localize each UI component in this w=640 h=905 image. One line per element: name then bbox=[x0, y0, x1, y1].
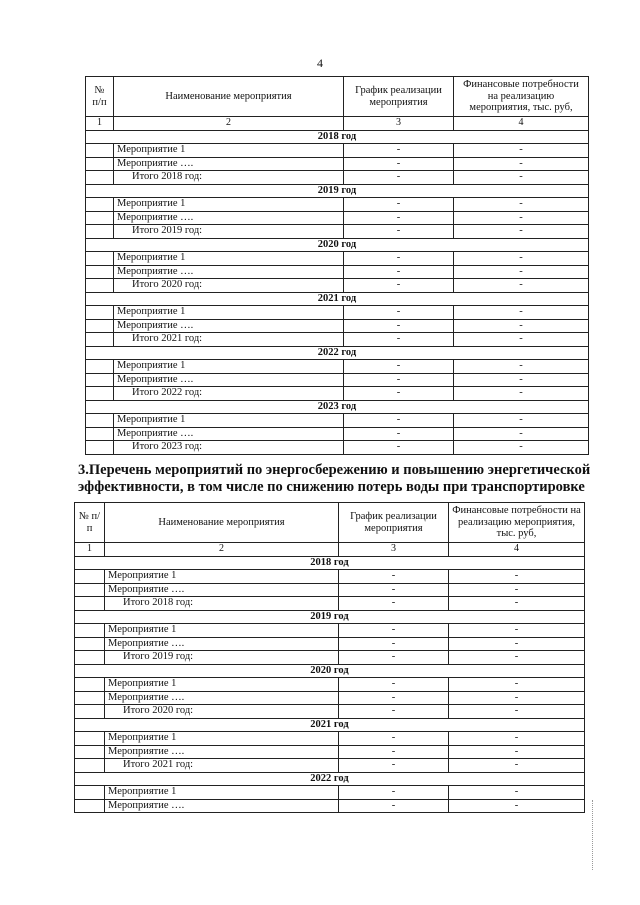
event-name: Мероприятие …. bbox=[114, 211, 344, 225]
row-number-cell bbox=[86, 144, 114, 158]
row-number-cell bbox=[75, 786, 105, 800]
table-row bbox=[86, 265, 589, 279]
section-title-line-1: 3.Перечень мероприятий по энергосбережению и повышению энергетической bbox=[78, 462, 591, 478]
schedule-value: - bbox=[339, 705, 449, 719]
finance-value: - bbox=[449, 786, 585, 800]
row-number-cell bbox=[75, 583, 105, 597]
event-name: Мероприятие 1 bbox=[105, 624, 339, 638]
year-label: 2023 год bbox=[86, 400, 589, 414]
finance-value: - bbox=[454, 414, 589, 428]
year-row bbox=[86, 346, 589, 360]
table-row bbox=[75, 745, 585, 759]
finance-value: - bbox=[449, 597, 585, 611]
column-number: 2 bbox=[105, 543, 339, 557]
row-number-cell bbox=[86, 387, 114, 401]
header-schedule: График реализации мероприятия bbox=[344, 77, 454, 117]
year-total-label: Итого 2020 год: bbox=[114, 279, 344, 293]
finance-value: - bbox=[454, 373, 589, 387]
event-name: Мероприятие …. bbox=[114, 373, 344, 387]
year-total-label: Итого 2018 год: bbox=[114, 171, 344, 185]
row-number-cell bbox=[86, 198, 114, 212]
year-label: 2019 год bbox=[86, 184, 589, 198]
table-row bbox=[75, 732, 585, 746]
finance-value: - bbox=[449, 705, 585, 719]
schedule-value: - bbox=[344, 225, 454, 239]
column-number: 4 bbox=[449, 543, 585, 557]
finance-value: - bbox=[454, 252, 589, 266]
row-number-cell bbox=[86, 360, 114, 374]
event-name: Мероприятие 1 bbox=[105, 732, 339, 746]
schedule-value: - bbox=[339, 691, 449, 705]
schedule-value: - bbox=[344, 198, 454, 212]
row-number-cell bbox=[75, 759, 105, 773]
table-row bbox=[75, 799, 585, 813]
table-row bbox=[75, 624, 585, 638]
table2-body bbox=[75, 503, 585, 813]
schedule-value: - bbox=[339, 570, 449, 584]
table-row bbox=[75, 597, 585, 611]
header-num: № п/п bbox=[75, 503, 105, 543]
year-label: 2021 год bbox=[86, 292, 589, 306]
year-total-label: Итого 2019 год: bbox=[105, 651, 339, 665]
schedule-value: - bbox=[344, 319, 454, 333]
year-total-label: Итого 2022 год: bbox=[114, 387, 344, 401]
event-name: Мероприятие …. bbox=[105, 745, 339, 759]
row-number-cell bbox=[75, 745, 105, 759]
row-number-cell bbox=[86, 441, 114, 455]
event-name: Мероприятие …. bbox=[105, 799, 339, 813]
row-number-cell bbox=[86, 306, 114, 320]
year-total-label: Итого 2021 год: bbox=[114, 333, 344, 347]
year-label: 2022 год bbox=[75, 772, 585, 786]
schedule-value: - bbox=[339, 799, 449, 813]
finance-value: - bbox=[454, 306, 589, 320]
table-row bbox=[86, 144, 589, 158]
events-table-1 bbox=[85, 76, 589, 455]
row-number-cell bbox=[75, 651, 105, 665]
row-number-cell bbox=[86, 279, 114, 293]
header-name: Наименование мероприятия bbox=[105, 503, 339, 543]
table1-body bbox=[86, 77, 589, 455]
table-row bbox=[86, 211, 589, 225]
finance-value: - bbox=[449, 651, 585, 665]
year-row bbox=[75, 772, 585, 786]
year-label: 2018 год bbox=[86, 130, 589, 144]
events-table-2 bbox=[74, 502, 585, 813]
event-name: Мероприятие 1 bbox=[105, 570, 339, 584]
year-row bbox=[75, 664, 585, 678]
year-row bbox=[86, 184, 589, 198]
header-finance: Финансовые потребности на реализацию мероприятия, тыс. руб, bbox=[454, 77, 589, 117]
schedule-value: - bbox=[344, 252, 454, 266]
finance-value: - bbox=[454, 333, 589, 347]
schedule-value: - bbox=[344, 373, 454, 387]
table-row bbox=[86, 198, 589, 212]
column-number: 1 bbox=[86, 117, 114, 131]
row-number-cell bbox=[86, 171, 114, 185]
schedule-value: - bbox=[339, 759, 449, 773]
schedule-value: - bbox=[339, 597, 449, 611]
schedule-value: - bbox=[344, 211, 454, 225]
section-title-line-2: эффективности, в том числе по снижению потерь воды при транспортировке bbox=[78, 479, 585, 495]
table-row bbox=[86, 252, 589, 266]
event-name: Мероприятие …. bbox=[105, 583, 339, 597]
row-number-cell bbox=[75, 799, 105, 813]
column-number: 3 bbox=[344, 117, 454, 131]
event-name: Мероприятие …. bbox=[114, 265, 344, 279]
header-schedule: График реализации мероприятия bbox=[339, 503, 449, 543]
year-row bbox=[86, 130, 589, 144]
table-row bbox=[86, 333, 589, 347]
schedule-value: - bbox=[344, 306, 454, 320]
schedule-value: - bbox=[339, 624, 449, 638]
event-name: Мероприятие 1 bbox=[114, 414, 344, 428]
table-row bbox=[75, 570, 585, 584]
table-row bbox=[86, 319, 589, 333]
row-number-cell bbox=[86, 319, 114, 333]
table-row bbox=[86, 360, 589, 374]
event-name: Мероприятие 1 bbox=[114, 360, 344, 374]
year-row bbox=[86, 292, 589, 306]
column-number: 3 bbox=[339, 543, 449, 557]
finance-value: - bbox=[454, 279, 589, 293]
table-row bbox=[86, 157, 589, 171]
row-number-cell bbox=[75, 597, 105, 611]
table-row bbox=[86, 171, 589, 185]
row-number-cell bbox=[75, 732, 105, 746]
event-name: Мероприятие 1 bbox=[105, 786, 339, 800]
finance-value: - bbox=[449, 745, 585, 759]
event-name: Мероприятие 1 bbox=[114, 306, 344, 320]
finance-value: - bbox=[454, 198, 589, 212]
row-number-cell bbox=[86, 252, 114, 266]
section-3-title bbox=[78, 462, 590, 496]
year-label: 2020 год bbox=[75, 664, 585, 678]
header-num: № п/п bbox=[86, 77, 114, 117]
row-number-cell bbox=[75, 678, 105, 692]
table-row bbox=[86, 427, 589, 441]
schedule-value: - bbox=[344, 171, 454, 185]
finance-value: - bbox=[449, 570, 585, 584]
table-row bbox=[86, 373, 589, 387]
year-total-label: Итого 2018 год: bbox=[105, 597, 339, 611]
schedule-value: - bbox=[339, 786, 449, 800]
finance-value: - bbox=[449, 759, 585, 773]
schedule-value: - bbox=[344, 157, 454, 171]
row-number-cell bbox=[86, 211, 114, 225]
finance-value: - bbox=[454, 144, 589, 158]
table-row bbox=[86, 387, 589, 401]
year-total-label: Итого 2021 год: bbox=[105, 759, 339, 773]
event-name: Мероприятие 1 bbox=[114, 144, 344, 158]
schedule-value: - bbox=[344, 333, 454, 347]
schedule-value: - bbox=[339, 732, 449, 746]
row-number-cell bbox=[75, 570, 105, 584]
schedule-value: - bbox=[339, 651, 449, 665]
year-total-label: Итого 2020 год: bbox=[105, 705, 339, 719]
finance-value: - bbox=[454, 265, 589, 279]
table-row bbox=[75, 759, 585, 773]
finance-value: - bbox=[454, 211, 589, 225]
schedule-value: - bbox=[344, 279, 454, 293]
event-name: Мероприятие …. bbox=[114, 157, 344, 171]
table-row bbox=[86, 414, 589, 428]
year-label: 2021 год bbox=[75, 718, 585, 732]
year-total-label: Итого 2019 год: bbox=[114, 225, 344, 239]
page-number: 4 bbox=[317, 56, 323, 70]
header-name: Наименование мероприятия bbox=[114, 77, 344, 117]
year-row bbox=[86, 238, 589, 252]
table-row bbox=[75, 786, 585, 800]
table-row bbox=[75, 651, 585, 665]
event-name: Мероприятие …. bbox=[114, 427, 344, 441]
schedule-value: - bbox=[344, 427, 454, 441]
schedule-value: - bbox=[344, 144, 454, 158]
header-finance: Финансовые потребности на реализацию мероприятия, тыс. руб, bbox=[449, 503, 585, 543]
table-row bbox=[86, 279, 589, 293]
schedule-value: - bbox=[339, 678, 449, 692]
finance-value: - bbox=[454, 157, 589, 171]
row-number-cell bbox=[75, 637, 105, 651]
year-label: 2020 год bbox=[86, 238, 589, 252]
year-label: 2019 год bbox=[75, 610, 585, 624]
schedule-value: - bbox=[344, 441, 454, 455]
row-number-cell bbox=[86, 373, 114, 387]
finance-value: - bbox=[454, 387, 589, 401]
row-number-cell bbox=[75, 624, 105, 638]
finance-value: - bbox=[449, 678, 585, 692]
event-name: Мероприятие …. bbox=[105, 637, 339, 651]
finance-value: - bbox=[454, 360, 589, 374]
year-row bbox=[75, 610, 585, 624]
row-number-cell bbox=[86, 333, 114, 347]
finance-value: - bbox=[449, 799, 585, 813]
row-number-cell bbox=[86, 157, 114, 171]
table-row bbox=[75, 691, 585, 705]
row-number-cell bbox=[86, 225, 114, 239]
row-number-cell bbox=[86, 414, 114, 428]
column-number: 2 bbox=[114, 117, 344, 131]
table-row bbox=[75, 583, 585, 597]
table-row bbox=[75, 637, 585, 651]
row-number-cell bbox=[86, 265, 114, 279]
table-row bbox=[86, 306, 589, 320]
finance-value: - bbox=[449, 583, 585, 597]
table-row bbox=[75, 705, 585, 719]
row-number-cell bbox=[75, 705, 105, 719]
finance-value: - bbox=[449, 624, 585, 638]
finance-value: - bbox=[454, 225, 589, 239]
finance-value: - bbox=[454, 427, 589, 441]
finance-value: - bbox=[454, 319, 589, 333]
table-row bbox=[86, 225, 589, 239]
year-row bbox=[86, 400, 589, 414]
year-row bbox=[75, 556, 585, 570]
schedule-value: - bbox=[339, 583, 449, 597]
finance-value: - bbox=[454, 441, 589, 455]
finance-value: - bbox=[449, 732, 585, 746]
row-number-cell bbox=[75, 691, 105, 705]
year-row bbox=[75, 718, 585, 732]
schedule-value: - bbox=[339, 745, 449, 759]
year-total-label: Итого 2023 год: bbox=[114, 441, 344, 455]
column-number: 4 bbox=[454, 117, 589, 131]
event-name: Мероприятие 1 bbox=[114, 198, 344, 212]
finance-value: - bbox=[449, 637, 585, 651]
event-name: Мероприятие 1 bbox=[105, 678, 339, 692]
finance-value: - bbox=[454, 171, 589, 185]
schedule-value: - bbox=[344, 387, 454, 401]
column-number: 1 bbox=[75, 543, 105, 557]
year-label: 2018 год bbox=[75, 556, 585, 570]
schedule-value: - bbox=[344, 414, 454, 428]
year-label: 2022 год bbox=[86, 346, 589, 360]
schedule-value: - bbox=[344, 360, 454, 374]
schedule-value: - bbox=[344, 265, 454, 279]
event-name: Мероприятие …. bbox=[105, 691, 339, 705]
scan-margin-mark bbox=[592, 800, 593, 870]
event-name: Мероприятие …. bbox=[114, 319, 344, 333]
row-number-cell bbox=[86, 427, 114, 441]
schedule-value: - bbox=[339, 637, 449, 651]
finance-value: - bbox=[449, 691, 585, 705]
event-name: Мероприятие 1 bbox=[114, 252, 344, 266]
table-row bbox=[86, 441, 589, 455]
table-row bbox=[75, 678, 585, 692]
